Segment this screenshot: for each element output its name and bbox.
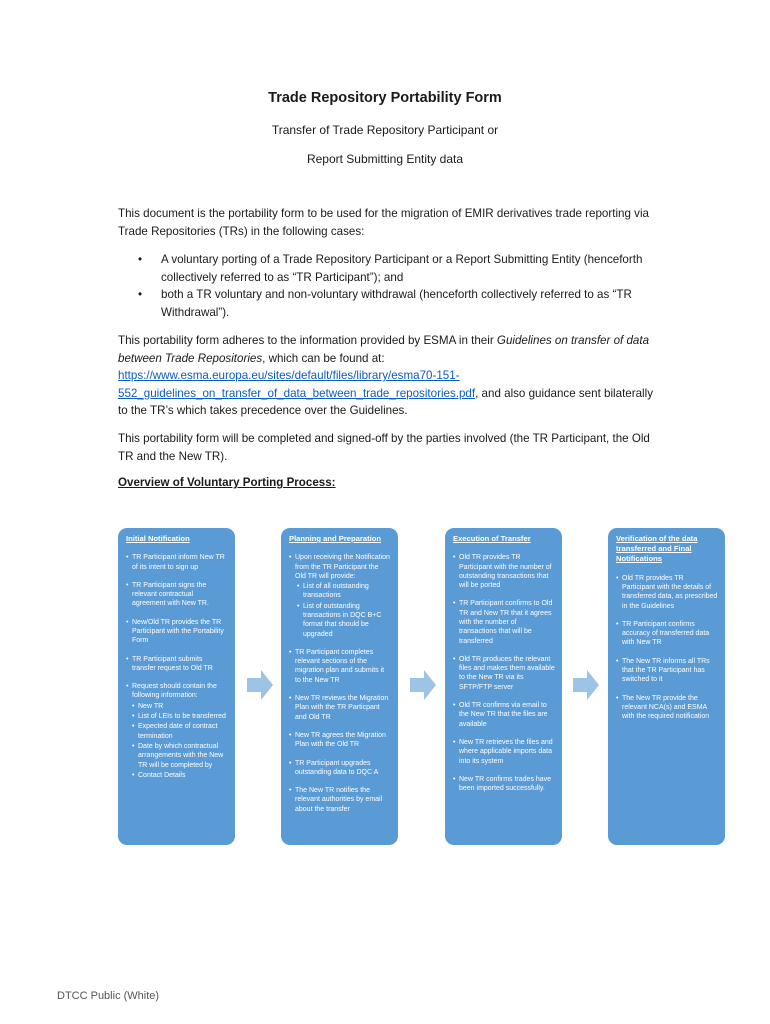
list-item: • New TR confirms trades have been imported successfully.	[453, 775, 555, 794]
list-item: • The New TR notifies the relevant authorities by email about the transfer	[289, 786, 391, 814]
signoff-paragraph: This portability form will be completed and signed-off by the parties involved (the TR Participant, the Old TR and the New TR).	[118, 432, 650, 463]
cases-bullet-list	[118, 251, 658, 321]
list-item: • TR Participant signs the relevant contractual agreement with New TR.	[126, 581, 228, 609]
list-item: • Old TR provides TR Participant with the details of transferred data, as prescribed in the Guidelines	[616, 574, 718, 611]
bullet-text: both a TR voluntary and non-voluntary withdrawal (henceforth collectively referred to as “TR Withdrawal”).	[161, 288, 632, 319]
execution-of-transfer-box	[445, 528, 562, 845]
list-item: • Old TR confirms via email to the New TR that the files are available	[453, 701, 555, 729]
subtitle-line-1: Transfer of Trade Repository Participant or	[271, 123, 499, 137]
arrow-right-icon	[573, 670, 599, 700]
list-item: • TR Participant completes relevant sections of the migration plan and submits it to the New TR	[289, 648, 391, 685]
list-item: • Upon receiving the Notification from the TR Participant the Old TR will provide:	[289, 553, 391, 581]
arrow-right-icon	[410, 670, 436, 700]
sub-list-item: • Contact Details	[126, 771, 228, 780]
overview-heading: Overview of Voluntary Porting Process:	[118, 476, 336, 489]
list-item: • TR Participant confirms accuracy of transferred data with New TR	[616, 620, 718, 648]
list-item: • New TR agrees the Migration Plan with the Old TR	[289, 731, 391, 750]
list-item: • TR Participant upgrades outstanding data to DQC A	[289, 759, 391, 778]
list-item: • TR Participant inform New TR of its intent to sign up	[126, 553, 228, 572]
guidelines-text-end: , and also guidance sent bilaterally to the TR’s which takes precedence over the Guidelines.	[118, 386, 653, 417]
sub-list-item: • List of LEIs to be transferred	[126, 712, 228, 721]
list-item: • Request should contain the following information:	[126, 682, 228, 701]
link-part-2: 552_guidelines_on_transfer_of_data_between_trade_repositories.pdf	[118, 386, 476, 400]
list-item: • TR Participant submits transfer request to Old TR	[126, 655, 228, 674]
list-item: • TR Participant confirms to Old TR and New TR that it agrees with the number of transactions that will be transferred	[453, 599, 555, 645]
list-item: • New TR reviews the Migration Plan with the TR Particpant and Old TR	[289, 694, 391, 722]
list-item: • New/Old TR provides the TR Participant with the Portability Form	[126, 618, 228, 646]
sub-list-item: • Date by which contractual arrangements with the New TR will be completed by	[126, 742, 228, 770]
guidelines-paragraph	[118, 332, 658, 420]
bullet-icon: •	[138, 288, 143, 301]
list-item	[118, 251, 658, 286]
subtitle-line-2: Report Submitting Entity data	[306, 152, 464, 166]
bullet-icon: •	[138, 253, 143, 266]
intro-paragraph: This document is the portability form to be used for the migration of EMIR derivatives trade reporting via Trade Repositories (TRs) in the following cases:	[118, 207, 649, 238]
list-item: • New TR retrieves the files and where applicable imports data into its system	[453, 738, 555, 766]
verification-box	[608, 528, 725, 845]
list-item: • Old TR produces the relevant files and makes them available to the New TR via its SFTP/FTP server	[453, 655, 555, 692]
guidelines-text-start: This portability form adheres to the information provided by ESMA in their	[118, 334, 497, 347]
sub-list-item: • List of outstanding transactions in DQC B+C format that should be upgraded	[289, 602, 391, 639]
planning-preparation-box	[281, 528, 398, 845]
list-item: • The New TR provide the relevant NCA(s) and ESMA with the required notification	[616, 694, 718, 722]
guidelines-title: Guidelines on transfer of data between Trade Repositories	[118, 334, 650, 365]
box-title: Verification of the data transferred and Final Notifications	[616, 534, 698, 564]
list-item: • The New TR informs all TRs that the TR Participant has switched to it	[616, 657, 718, 685]
list-item	[118, 286, 658, 321]
arrow-right-icon	[247, 670, 273, 700]
sub-list-item: • List of all outstanding transactions	[289, 582, 391, 601]
box-title: Execution of Transfer	[453, 534, 531, 543]
box-title: Initial Notification	[126, 534, 190, 543]
sub-list-item: • New TR	[126, 702, 228, 711]
guidelines-text-mid: , which can be found at:	[262, 351, 385, 365]
bullet-text: A voluntary porting of a Trade Repository Participant or a Report Submitting Entity (henceforth collectively referred to as “TR Participant”); and	[161, 253, 643, 284]
initial-notification-box	[118, 528, 235, 845]
page-title: Trade Repository Portability Form	[268, 90, 502, 106]
list-item: • Old TR provides TR Participant with the number of outstanding transactions that will be ported	[453, 553, 555, 590]
sub-list-item: • Expected date of contract termination	[126, 722, 228, 741]
esma-guidelines-link[interactable]	[118, 369, 475, 400]
classification-footer: DTCC Public (White)	[57, 990, 160, 1002]
box-title: Planning and Preparation	[289, 534, 381, 543]
link-part-1: https://www.esma.europa.eu/sites/default/files/library/esma70-151-	[118, 369, 460, 382]
